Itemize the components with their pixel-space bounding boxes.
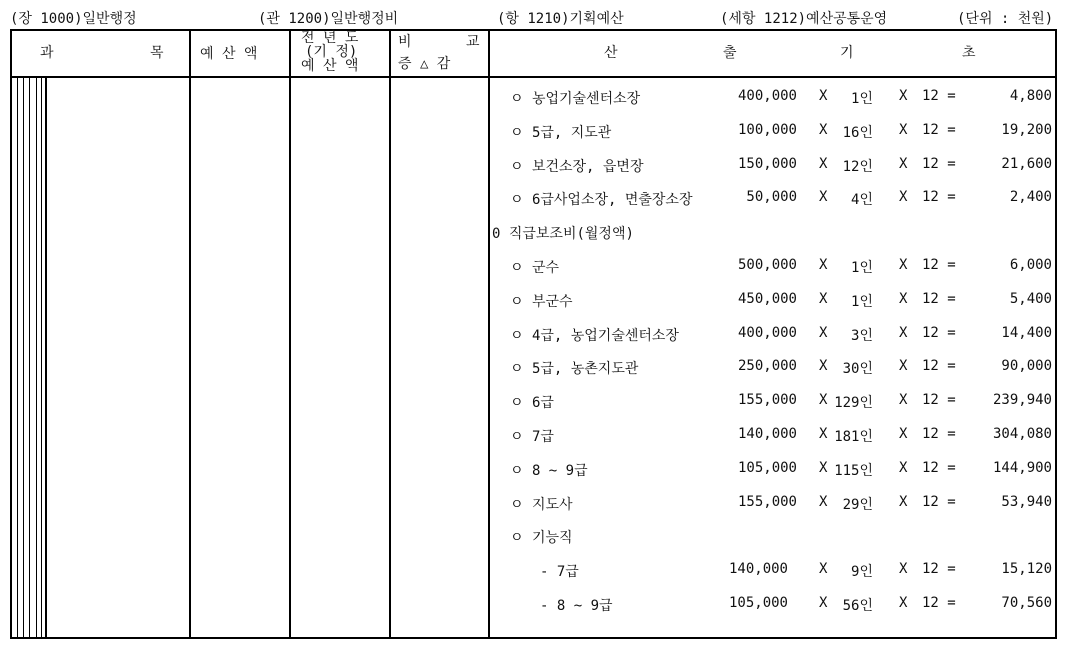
calc-multiply: X <box>899 324 908 341</box>
calc-multiply: X <box>899 358 908 375</box>
calc-item: ㅇ 5급, 농촌지도관 <box>510 361 639 378</box>
col-header-comp-2: 증 △ 감 <box>398 56 451 72</box>
calc-item: ㅇ 5급, 지도관 <box>510 124 612 141</box>
header-gwan: (관 1200)일반행정비 <box>258 11 399 27</box>
calc-multiply: X <box>899 561 908 578</box>
calc-amount: 450,000 <box>737 290 797 307</box>
calc-amount: 105,000 <box>728 595 788 611</box>
calc-total: 19,200 <box>1001 121 1052 138</box>
calc-amount: 250,000 <box>737 358 797 375</box>
calc-amount: 155,000 <box>737 493 797 510</box>
calc-months: 12 = <box>922 392 956 409</box>
calc-row <box>0 452 1067 486</box>
calc-amount: 100,000 <box>737 121 797 138</box>
header-hang: (항 1210)기획예산 <box>497 11 624 27</box>
calc-count: 1인 <box>851 293 873 310</box>
calc-months: 12 = <box>922 595 956 611</box>
calc-item: - 8 ~ 9급 <box>540 598 613 614</box>
calc-multiply: X <box>899 459 908 476</box>
calc-row <box>0 553 1067 587</box>
calc-months: 12 = <box>922 155 956 172</box>
calc-count: 56인 <box>842 598 873 614</box>
calc-multiply: X <box>819 358 828 375</box>
calc-count: 129인 <box>834 395 873 412</box>
calc-total: 144,900 <box>992 459 1052 476</box>
calc-count: 29인 <box>842 496 873 513</box>
col-header-gwamok-b: 목 <box>150 45 164 61</box>
calc-total: 14,400 <box>1001 324 1052 341</box>
calc-row <box>0 350 1067 384</box>
calc-amount: 500,000 <box>737 257 797 273</box>
col-header-comp-1b: 교 <box>466 34 480 50</box>
calc-multiply: X <box>819 88 828 104</box>
calc-months: 12 = <box>922 493 956 510</box>
calc-multiply: X <box>819 426 828 442</box>
calc-row <box>0 283 1067 317</box>
calc-total: 304,080 <box>992 426 1052 442</box>
calc-count: 181인 <box>834 429 873 445</box>
calc-months: 12 = <box>922 121 956 138</box>
calc-item: ㅇ 보건소장, 읍면장 <box>510 158 644 175</box>
calc-total: 70,560 <box>1001 595 1052 611</box>
calc-row <box>0 587 1067 621</box>
section-label: 0 직급보조비(월정액) <box>492 226 634 243</box>
calc-total: 53,940 <box>1001 493 1052 510</box>
calc-item: ㅇ 농업기술센터소장 <box>510 91 641 107</box>
calc-count: 16인 <box>842 124 873 141</box>
col-header-gwamok-a: 과 <box>40 45 54 61</box>
calc-item: ㅇ 8 ~ 9급 <box>510 462 588 479</box>
calc-item: - 7급 <box>540 564 579 581</box>
calc-item: ㅇ 군수 <box>510 260 560 276</box>
col-header-prev-1: 전 년 도 <box>301 30 359 46</box>
calc-amount: 105,000 <box>737 459 797 476</box>
calc-item: ㅇ 7급 <box>510 429 554 445</box>
calc-multiply: X <box>899 290 908 307</box>
calc-item: ㅇ 지도사 <box>510 496 573 513</box>
calc-amount: 400,000 <box>737 88 797 104</box>
calc-months: 12 = <box>922 290 956 307</box>
calc-multiply: X <box>819 290 828 307</box>
calc-months: 12 = <box>922 426 956 442</box>
calc-row <box>0 80 1067 114</box>
col-header-prev-3: 예 산 액 <box>301 58 359 74</box>
calc-multiply: X <box>899 426 908 442</box>
calc-count: 1인 <box>851 260 873 276</box>
calc-item: ㅇ 부군수 <box>510 293 573 310</box>
calc-total: 239,940 <box>992 392 1052 409</box>
calc-months: 12 = <box>922 459 956 476</box>
calc-total: 4,800 <box>1009 88 1052 104</box>
calc-total: 90,000 <box>1001 358 1052 375</box>
header-divider <box>10 76 1057 78</box>
calc-count: 3인 <box>851 327 873 344</box>
calc-row <box>0 249 1067 283</box>
calc-amount: 155,000 <box>737 392 797 409</box>
calc-months: 12 = <box>922 358 956 375</box>
calc-months: 12 = <box>922 257 956 273</box>
calc-amount: 400,000 <box>737 324 797 341</box>
header-jang: (장 1000)일반행정 <box>10 11 137 27</box>
calc-multiply: X <box>899 493 908 510</box>
calc-multiply: X <box>899 189 908 206</box>
calc-multiply: X <box>899 88 908 104</box>
calc-multiply: X <box>899 155 908 172</box>
calc-total: 21,600 <box>1001 155 1052 172</box>
col-header-basis-3: 기 <box>840 45 854 61</box>
calc-item: ㅇ 6급 <box>510 395 554 412</box>
calc-multiply: X <box>899 257 908 273</box>
calc-total: 15,120 <box>1001 561 1052 578</box>
calc-months: 12 = <box>922 88 956 104</box>
calc-multiply: X <box>819 155 828 172</box>
calc-count: 115인 <box>834 462 873 479</box>
calc-multiply: X <box>819 257 828 273</box>
calc-row <box>0 181 1067 215</box>
calc-amount: 140,000 <box>737 426 797 442</box>
calc-amount: 50,000 <box>746 189 797 206</box>
calc-multiply: X <box>819 324 828 341</box>
calc-row <box>0 418 1067 452</box>
header-unit: (단위 : 천원) <box>957 11 1054 27</box>
calc-item: ㅇ 6급사업소장, 면출장소장 <box>510 192 693 209</box>
col-header-basis-2: 출 <box>723 45 737 61</box>
calc-row <box>0 384 1067 418</box>
calc-multiply: X <box>899 392 908 409</box>
calc-multiply: X <box>819 493 828 510</box>
col-header-prev-2: (기 정) <box>305 44 358 60</box>
calc-row <box>0 486 1067 520</box>
calc-row <box>0 519 1067 553</box>
col-header-basis-4: 초 <box>962 45 976 61</box>
calc-multiply: X <box>899 121 908 138</box>
calc-count: 1인 <box>851 91 873 107</box>
col-header-budget: 예 산 액 <box>200 46 258 62</box>
calc-total: 2,400 <box>1009 189 1052 206</box>
calc-multiply: X <box>819 121 828 138</box>
calc-months: 12 = <box>922 324 956 341</box>
section-row <box>0 215 1067 249</box>
calc-total: 6,000 <box>1009 257 1052 273</box>
calc-multiply: X <box>899 595 908 611</box>
calc-multiply: X <box>819 561 828 578</box>
calc-row <box>0 317 1067 351</box>
calc-item: ㅇ 4급, 농업기술센터소장 <box>510 327 679 344</box>
calc-count: 4인 <box>851 192 873 209</box>
calc-months: 12 = <box>922 561 956 578</box>
calc-item: ㅇ 기능직 <box>510 530 573 547</box>
calc-row <box>0 114 1067 148</box>
calc-months: 12 = <box>922 189 956 206</box>
calc-count: 9인 <box>851 564 873 581</box>
header-sehang: (세항 1212)예산공통운영 <box>720 11 888 27</box>
col-header-basis-1: 산 <box>604 45 618 61</box>
calc-multiply: X <box>819 189 828 206</box>
calc-count: 12인 <box>842 158 873 175</box>
col-header-comp-1a: 비 <box>398 34 412 50</box>
calc-amount: 150,000 <box>737 155 797 172</box>
calc-multiply: X <box>819 595 828 611</box>
calc-multiply: X <box>819 459 828 476</box>
calc-total: 5,400 <box>1009 290 1052 307</box>
calc-count: 30인 <box>842 361 873 378</box>
calc-row <box>0 148 1067 182</box>
calc-multiply: X <box>819 392 828 409</box>
calc-amount: 140,000 <box>728 561 788 578</box>
